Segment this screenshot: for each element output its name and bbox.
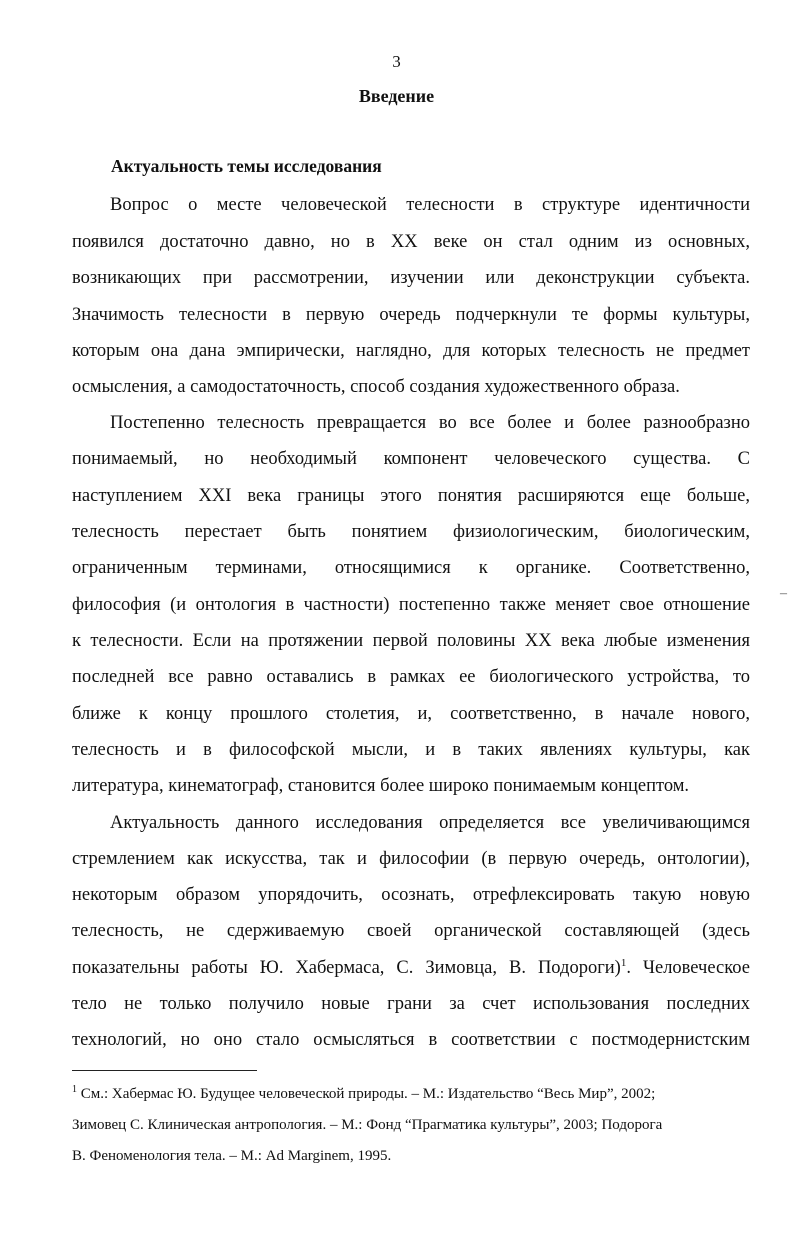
footnote-text: См.: Хабермас Ю. Будущее человеческой природы. – М.: Издательство “Весь Мир”, 2002; [77, 1086, 656, 1102]
body-line: литература, кинематограф, становится более широко понимаемым концептом. [72, 776, 690, 796]
body-line: телесность перестает быть понятием физиологическим, биологическим, [72, 522, 750, 542]
body-line: телесность и в философской мысли, и в таких явлениях культуры, как [72, 740, 750, 760]
body-line: последней все равно оставались в рамках ее биологического устройства, то [72, 667, 750, 687]
body-line: наступлением XXI века границы этого понятия расширяются еще больше, [72, 486, 750, 506]
body-line: ближе к концу прошлого столетия, и, соответственно, в начале нового, [72, 704, 750, 724]
body-line: стремлением как искусства, так и философии (в первую очередь, онтологии), [72, 849, 750, 869]
body-line: философия (и онтология в частности) постепенно также меняет свое отношение [72, 595, 750, 615]
footnote-divider [72, 1070, 257, 1071]
body-line: которым она дана эмпирически, наглядно, для которых телесность не предмет [72, 341, 750, 361]
section-heading: Актуальность темы исследования [111, 156, 382, 176]
footnote-line: Зимовец С. Клиническая антропология. – М.: Фонд “Прагматика культуры”, 2003; Подорога [72, 1117, 663, 1133]
body-line-text: . Человеческое [626, 958, 750, 978]
body-line: к телесности. Если на протяжении первой половины XX века любые изменения [72, 631, 750, 651]
body-line: Значимость телесности в первую очередь подчеркнули те формы культуры, [72, 305, 750, 325]
footnote-line [72, 1084, 772, 1104]
footnote-marker: 1 [72, 1084, 77, 1095]
footnote-line: В. Феноменология тела. – М.: Ad Marginem, 1995. [72, 1148, 392, 1164]
margin-mark: – [780, 586, 787, 601]
body-line: технологий, но оно стало осмысляться в соответствии с постмодернистским [72, 1030, 750, 1050]
footnote-reference[interactable]: 1 [620, 956, 627, 969]
body-line: появился достаточно давно, но в XX веке он стал одним из основных, [72, 232, 750, 252]
body-line-text: показательны работы Ю. Хабермаса, С. Зимовца, В. Подороги) [72, 958, 621, 978]
body-line: ограниченным терминами, относящимися к органике. Соответственно, [72, 558, 750, 578]
body-line: Вопрос о месте человеческой телесности в структуре идентичности [110, 195, 750, 215]
page-title: Введение [358, 86, 435, 106]
body-line: возникающих при рассмотрении, изучении или деконструкции субъекта. [72, 268, 750, 288]
body-line: Актуальность данного исследования определяется все увеличивающимся [110, 813, 750, 833]
body-line: Постепенно телесность превращается во все более и более разнообразно [110, 413, 750, 433]
body-line: понимаемый, но необходимый компонент человеческого существа. С [72, 449, 750, 469]
body-line: осмысления, а самодостаточность, способ создания художественного образа. [72, 377, 680, 397]
body-line: некоторым образом упорядочить, осознать, отрефлексировать такую новую [72, 885, 750, 905]
page-number: 3 [392, 52, 401, 71]
body-line: тело не только получило новые грани за счет использования последних [72, 994, 750, 1014]
body-line [72, 956, 750, 980]
body-line: телесность, не сдерживаемую своей органической составляющей (здесь [72, 921, 750, 941]
